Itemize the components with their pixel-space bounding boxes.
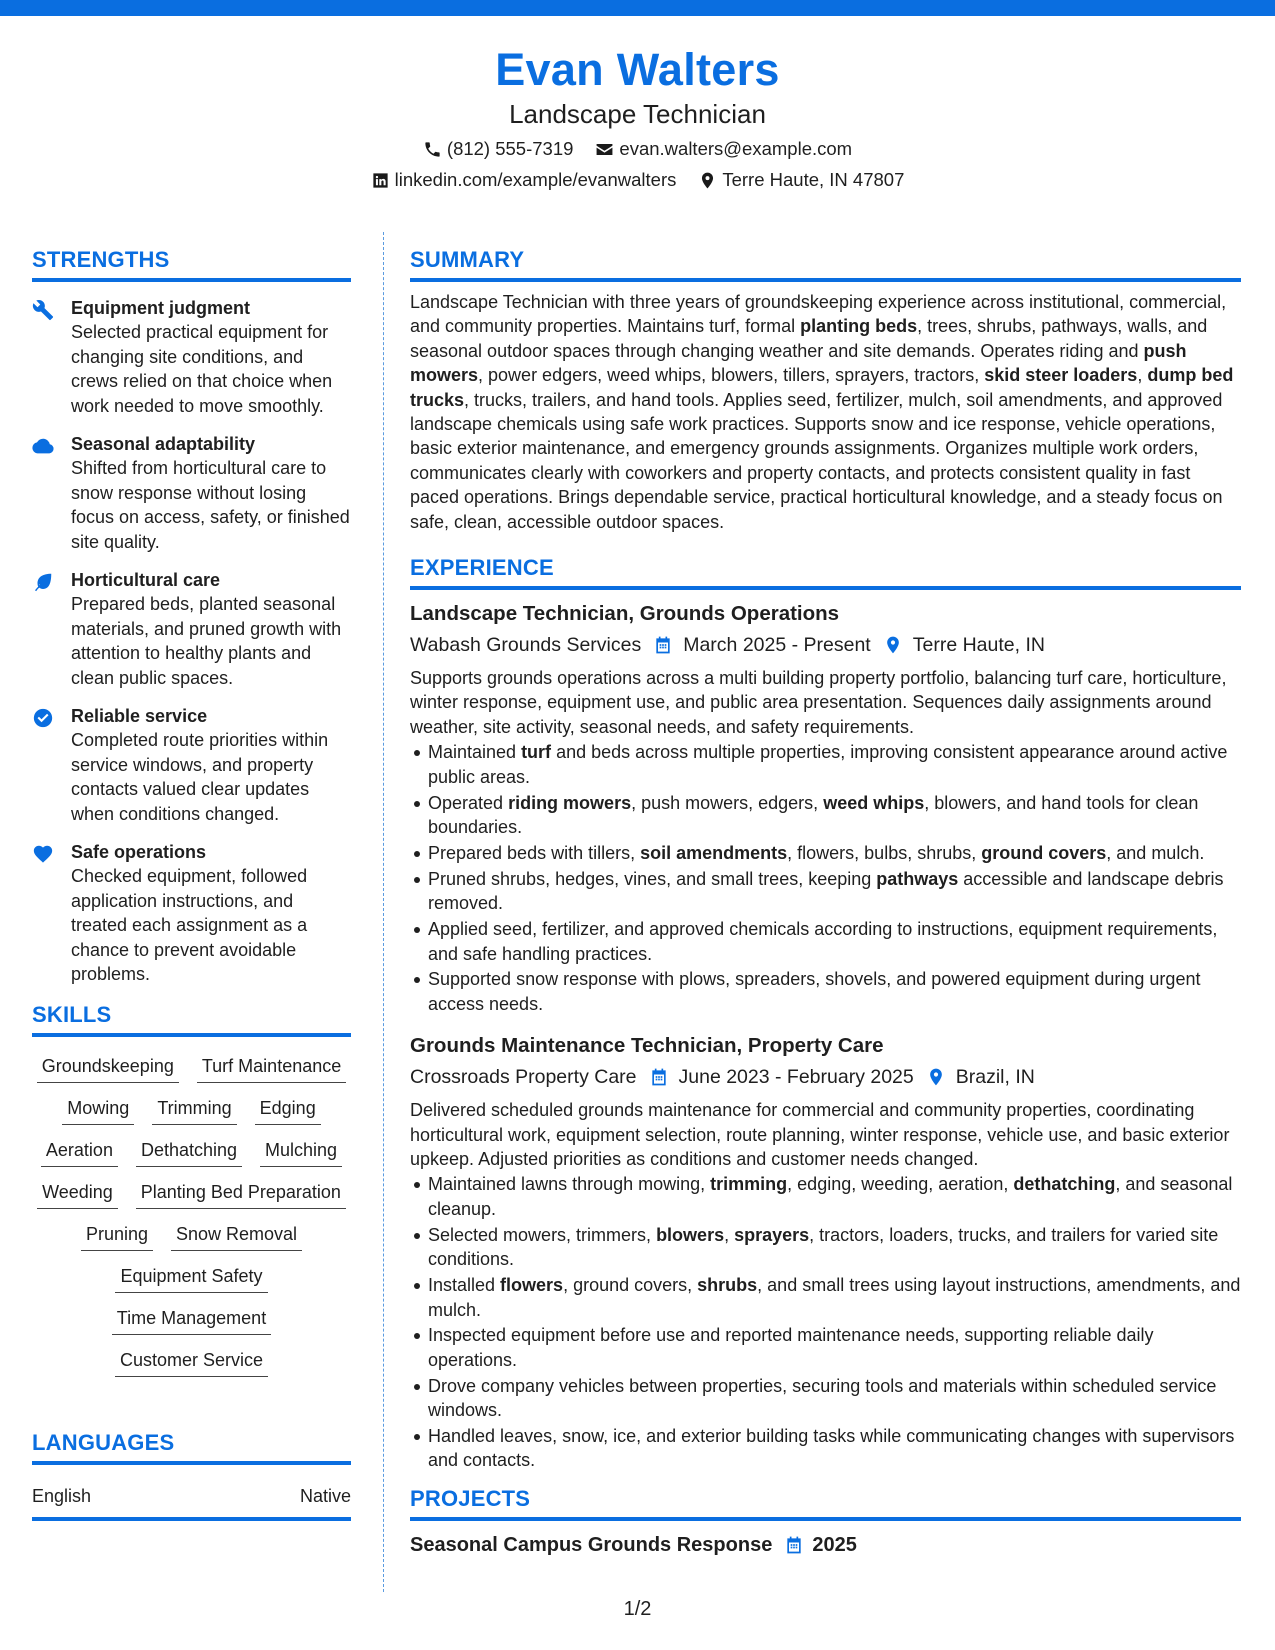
strengths-section bbox=[32, 246, 351, 987]
section-rule bbox=[410, 278, 1241, 282]
strength-desc: Completed route priorities within service windows, and property contacts valued clear updates when conditions changed. bbox=[71, 730, 329, 824]
job-entry bbox=[410, 1032, 1241, 1473]
job-company: Crossroads Property Care bbox=[410, 1066, 637, 1089]
section-rule bbox=[410, 1517, 1241, 1521]
skill-tag: Snow Removal bbox=[171, 1221, 302, 1251]
linkedin-contact[interactable] bbox=[371, 167, 677, 193]
skill-tag: Mowing bbox=[62, 1095, 134, 1125]
phone-text: (812) 555-7319 bbox=[446, 138, 574, 159]
job-bullet: Applied seed, fertilizer, and approved chemicals according to instructions, equipment requirements, and safe handling practices. bbox=[410, 917, 1241, 966]
contact-row-2 bbox=[0, 167, 1275, 193]
skill-tag: Edging bbox=[255, 1095, 321, 1125]
strength-item bbox=[32, 568, 351, 690]
calendar-icon bbox=[641, 635, 683, 655]
section-rule bbox=[32, 1033, 351, 1037]
linkedin-text: linkedin.com/example/evanwalters bbox=[394, 169, 677, 190]
envelope-icon bbox=[595, 140, 614, 159]
strength-item bbox=[32, 432, 351, 554]
leaf-icon bbox=[32, 568, 71, 690]
strength-desc: Checked equipment, followed application instructions, and treated each assignment as a chance to prevent avoidable problems. bbox=[71, 866, 308, 984]
strength-desc: Prepared beds, planted seasonal materials, and pruned growth with attention to healthy plants and clean public spaces. bbox=[71, 594, 342, 688]
section-rule bbox=[32, 1461, 351, 1465]
strength-desc: Selected practical equipment for changing site conditions, and crews relied on that choice when work needed to move smoothly. bbox=[71, 322, 333, 416]
job-description: Supports grounds operations across a multi building property portfolio, balancing turf care, horticulture, winter response, equipment use, and public area presentation. Sequences daily assignments around weather, site activity, seasonal needs, and safety requirements. bbox=[410, 668, 1227, 737]
candidate-name: Evan Walters bbox=[495, 44, 780, 95]
skills-section bbox=[32, 1001, 351, 1377]
map-pin-icon bbox=[698, 171, 717, 190]
location-contact bbox=[698, 167, 904, 193]
job-bullet: Prepared beds with tillers, soil amendments, flowers, bulbs, shrubs, ground covers, and mulch. bbox=[410, 841, 1241, 865]
language-row bbox=[32, 1483, 351, 1509]
column-divider bbox=[383, 232, 384, 1592]
job-bullet: Operated riding mowers, push mowers, edgers, weed whips, blowers, and hand tools for clean boundaries. bbox=[410, 791, 1241, 840]
location-text: Terre Haute, IN 47807 bbox=[722, 169, 905, 190]
skill-tag: Trimming bbox=[152, 1095, 236, 1125]
skill-tag: Customer Service bbox=[115, 1347, 268, 1377]
languages-heading: LANGUAGES bbox=[32, 1429, 175, 1455]
job-dates: March 2025 - Present bbox=[683, 634, 871, 657]
strength-item bbox=[32, 704, 351, 826]
phone-icon bbox=[423, 140, 442, 159]
skill-tag: Groundskeeping bbox=[37, 1053, 179, 1083]
left-column bbox=[32, 246, 351, 1521]
job-bullet: Pruned shrubs, hedges, vines, and small trees, keeping pathways accessible and landscape debris removed. bbox=[410, 867, 1241, 916]
section-rule bbox=[32, 278, 351, 282]
experience-section bbox=[410, 554, 1241, 1473]
projects-section bbox=[410, 1485, 1241, 1559]
job-bullet: Inspected equipment before use and reported maintenance needs, supporting reliable daily operations. bbox=[410, 1323, 1241, 1372]
job-bullet: Maintained turf and beds across multiple properties, improving consistent appearance around active public areas. bbox=[410, 740, 1241, 789]
job-dates: June 2023 - February 2025 bbox=[678, 1066, 914, 1089]
strength-title: Equipment judgment bbox=[71, 298, 250, 318]
job-bullet: Supported snow response with plows, spreaders, shovels, and powered equipment during urgent access needs. bbox=[410, 967, 1241, 1016]
map-pin-icon bbox=[914, 1067, 956, 1087]
phone-contact[interactable] bbox=[423, 136, 574, 162]
skills-heading: SKILLS bbox=[32, 1001, 112, 1027]
wrench-icon bbox=[32, 296, 71, 418]
experience-heading: EXPERIENCE bbox=[410, 555, 554, 581]
skill-tag: Time Management bbox=[112, 1305, 271, 1335]
job-bullet: Installed flowers, ground covers, shrubs, and small trees using layout instructions, amendments, and mulch. bbox=[410, 1273, 1241, 1322]
project-date: 2025 bbox=[812, 1533, 857, 1556]
heart-icon bbox=[32, 840, 71, 987]
skill-tag: Planting Bed Preparation bbox=[136, 1179, 346, 1209]
summary-heading: SUMMARY bbox=[410, 247, 525, 272]
projects-heading: PROJECTS bbox=[410, 1485, 531, 1511]
languages-section bbox=[32, 1429, 351, 1521]
job-entry bbox=[410, 600, 1241, 1016]
strengths-list bbox=[32, 296, 351, 987]
skill-tag: Dethatching bbox=[136, 1137, 242, 1167]
strength-title: Horticultural care bbox=[71, 570, 221, 590]
skill-tag: Weeding bbox=[37, 1179, 118, 1209]
summary-section bbox=[410, 246, 1241, 534]
summary-text: Landscape Technician with three years of groundskeeping experience across institutional, commercial, and community properties. Maintains turf, formal planting beds, trees, shrubs, pathways, walls, and seasonal outdoor spaces through changing weather and site demands. Operates riding and push mowers, power edgers, weed whips, blowers, tillers, sprayers, tractors, skid steer loaders, dump bed trucks, trucks, trailers, and hand tools. Applies seed, fertilizer, mulch, soil amendments, and approved landscape chemicals using safe work practices. Supports snow and ice response, vehicle operations, basic exterior maintenance, and emergency grounds assignments. Organizes multiple work orders, communicates clearly with coworkers and property contacts, and protects consistent quality in fast paced operations. Brings dependable service, practical horticultural knowledge, and a steady focus on safe, clean, accessible outdoor spaces. bbox=[410, 292, 1234, 532]
strength-title: Safe operations bbox=[71, 842, 207, 862]
job-description: Delivered scheduled grounds maintenance for commercial and community properties, coordinating horticultural work, equipment selection, route planning, winter response, vehicle use, and basic exterior upkeep. Adjusted priorities as conditions and customer needs changed. bbox=[410, 1100, 1230, 1170]
job-bullet: Maintained lawns through mowing, trimming, edging, weeding, aeration, dethatching, and seasonal cleanup. bbox=[410, 1172, 1241, 1221]
job-bullet: Drove company vehicles between properties, securing tools and materials within scheduled service windows. bbox=[410, 1374, 1241, 1423]
language-name: English bbox=[32, 1485, 92, 1506]
strength-item bbox=[32, 296, 351, 418]
strength-item bbox=[32, 840, 351, 987]
job-title: Landscape Technician, Grounds Operations bbox=[410, 602, 840, 626]
right-column bbox=[410, 246, 1241, 1559]
job-meta bbox=[410, 1063, 1241, 1091]
cloud-icon bbox=[32, 432, 71, 554]
calendar-icon bbox=[772, 1535, 812, 1555]
skill-tag: Turf Maintenance bbox=[197, 1053, 346, 1083]
project-entry bbox=[410, 1531, 1241, 1559]
job-bullets bbox=[410, 740, 1241, 1016]
skill-tag: Aeration bbox=[41, 1137, 118, 1167]
job-bullet: Selected mowers, trimmers, blowers, sprayers, tractors, loaders, trucks, and trailers for varied site conditions. bbox=[410, 1223, 1241, 1272]
job-location: Terre Haute, IN bbox=[912, 634, 1045, 657]
job-title: Grounds Maintenance Technician, Property Care bbox=[410, 1034, 884, 1058]
job-bullets bbox=[410, 1172, 1241, 1472]
email-text: evan.walters@example.com bbox=[619, 138, 853, 159]
calendar-icon bbox=[637, 1067, 679, 1087]
check-circle-icon bbox=[32, 704, 71, 826]
email-contact[interactable] bbox=[595, 136, 852, 162]
section-rule bbox=[410, 586, 1241, 590]
project-title: Seasonal Campus Grounds Response bbox=[410, 1533, 773, 1556]
strength-desc: Shifted from horticultural care to snow response without losing focus on access, safety, or finished site quality. bbox=[71, 458, 350, 552]
job-company: Wabash Grounds Services bbox=[410, 634, 642, 657]
resume-header bbox=[0, 40, 1275, 193]
candidate-title: Landscape Technician bbox=[509, 99, 766, 129]
job-location: Brazil, IN bbox=[955, 1066, 1035, 1089]
strength-title: Seasonal adaptability bbox=[71, 434, 256, 454]
strengths-heading: STRENGTHS bbox=[32, 247, 170, 272]
skill-tag: Mulching bbox=[260, 1137, 342, 1167]
skill-tag: Pruning bbox=[81, 1221, 153, 1251]
top-accent-bar bbox=[0, 0, 1275, 16]
linkedin-icon bbox=[371, 171, 390, 190]
job-bullet: Handled leaves, snow, ice, and exterior building tasks while communicating changes with supervisors and contacts. bbox=[410, 1424, 1241, 1473]
skills-list bbox=[32, 1053, 351, 1377]
language-level: Native bbox=[299, 1485, 351, 1506]
skill-tag: Equipment Safety bbox=[115, 1263, 267, 1293]
job-meta bbox=[410, 631, 1241, 659]
language-level-bar bbox=[32, 1517, 351, 1521]
contact-row-1 bbox=[0, 136, 1275, 162]
strength-title: Reliable service bbox=[71, 706, 208, 726]
page-number: 1/2 bbox=[623, 1598, 652, 1620]
map-pin-icon bbox=[871, 635, 913, 655]
